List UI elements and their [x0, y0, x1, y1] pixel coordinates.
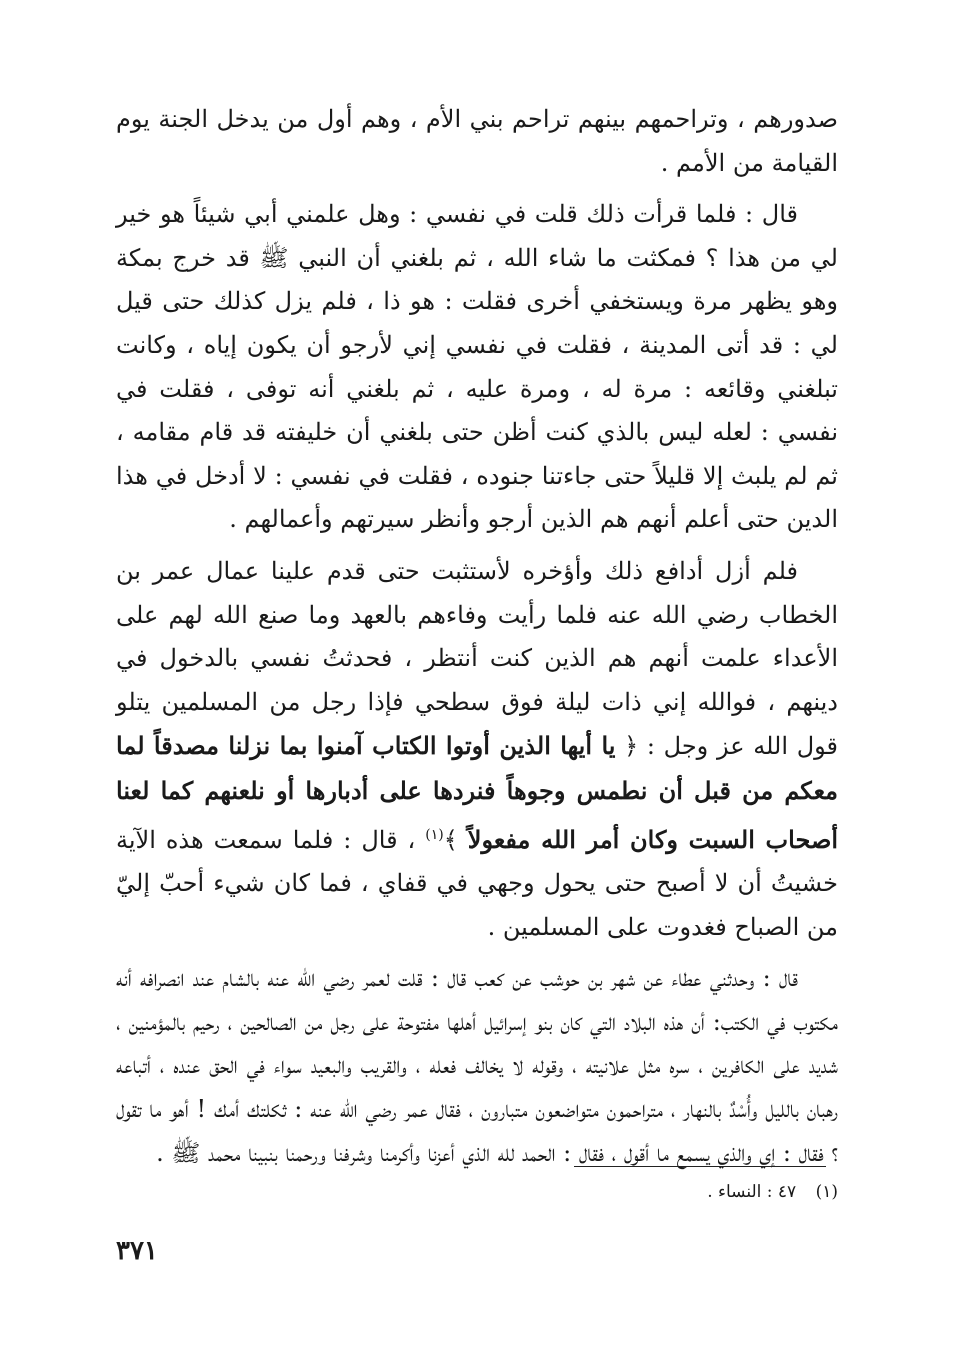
- paragraph-text: صدورهم ، وتراحمهم بينهم تراحم بني الأم ، وهم أول من يدخل الجنة يوم القيامة من الأمم .: [116, 105, 838, 177]
- paragraph-text: قال : فلما قرأت ذلك قلت في نفسي : وهل علمني أبي شيئاً هو خير لي من هذا ؟ فمكثت ما شاء الله ، ثم بلغني أن النبي ﷺ قد خرج بمكة وهو يظهر مرة ويستخفي أخرى فقلت : هو ذا ، فلم يزل كذلك حتى قيل لي : قد أتى المدينة ، فقلت في نفسي إني لأرجو أن يكون إياه ، وكانت تبلغني وقائعه : مرة له ، ومرة عليه ، ثم بلغني أنه توفى ، فقلت في نفسي : لعله ليس بالذي كنت أظن حتى بلغني أن خليفته قد قام مقامه ، ثم لم يلبث إلا قليلاً حتى جاءتنا جنوده ، فقلت في نفسي : لا أدخل في هذا الدين حتى أعلم أنهم هم الذين أرجو وأنظر سيرتهم وأعمالهم .: [116, 200, 838, 534]
- paragraph-text: ﴾: [443, 825, 468, 854]
- paragraph-text: ، قال : فلما سمعت هذه الآية خشيتُ أن لا أصبح حتى يحول وجهي في قفاي ، فما كان شيء أحبّ إليّ من الصباح فغدوت على المسلمين .: [116, 825, 838, 941]
- quran-verse: يا أيها الذين أوتوا الكتاب آمنوا بما نزلنا مصدقاً لما معكم من قبل أن نطمس وجوهاً فنردها على أدبارها أو نلعنهم كما لعنا أصحاب السبت وكان أمر الله مفعولاً: [116, 731, 839, 854]
- footnote-text: ٤٧ : النساء .: [707, 1182, 797, 1202]
- footnote: [707, 1178, 838, 1206]
- page-number: ٣٧١: [116, 1236, 158, 1266]
- paragraph: [116, 957, 838, 1175]
- paragraph: [116, 193, 838, 542]
- footnote-number: (١): [815, 1182, 838, 1202]
- paragraph: [116, 98, 838, 185]
- footnote-ref: (١): [425, 826, 444, 843]
- footnote-divider: [574, 1166, 826, 1167]
- paragraph-text: فلم أزل أدافع ذلك وأؤخره لأستثبت حتى قدم علينا عمال عمر بن الخطاب رضي الله عنه فلما رأيت وفاءهم بالعهد وما صنع الله لهم على الأعداء علمت أنهم هم الذين كنت أنتظر ، فحدثتُ نفسي بالدخول في دينهم ، فوالله إني ذات ليلة فوق سطحي فإذا رجل من المسلمين يتلو قول الله عز وجل : ﴿: [116, 556, 838, 761]
- body-text: [116, 98, 838, 1183]
- paragraph-text: قال : وحدثني عطاء عن شهر بن حوشب عن كعب قال : قلت لعمر رضي الله عنه بالشام عند انصرافه أنه مكتوب في الكتب: أن هذه البلاد التي كان بنو إسرائيل أهلها مفتوحة على رجل من الصالحين ، رحيم بالمؤمنين ، شديد على الكافرين ، سره مثل علانيته ، وقوله لا يخالف فعله ، والقريب والبعيد سواء في الحق عنده ، أتباعه رهبان بالليل وأُسْدٌ بالنهار ، متراحمون متواضعون متبارون ، فقال عمر رضي الله عنه : ثكلتك أمك ! أهو ما تقول ؟ فقال : إي والذي يسمع ما أقول ، فقال : الحمد لله الذي أعزنا وأكرمنا وشرفنا ورحمنا بنبينا محمد ﷺ .: [116, 964, 839, 1167]
- paragraph: [116, 550, 838, 949]
